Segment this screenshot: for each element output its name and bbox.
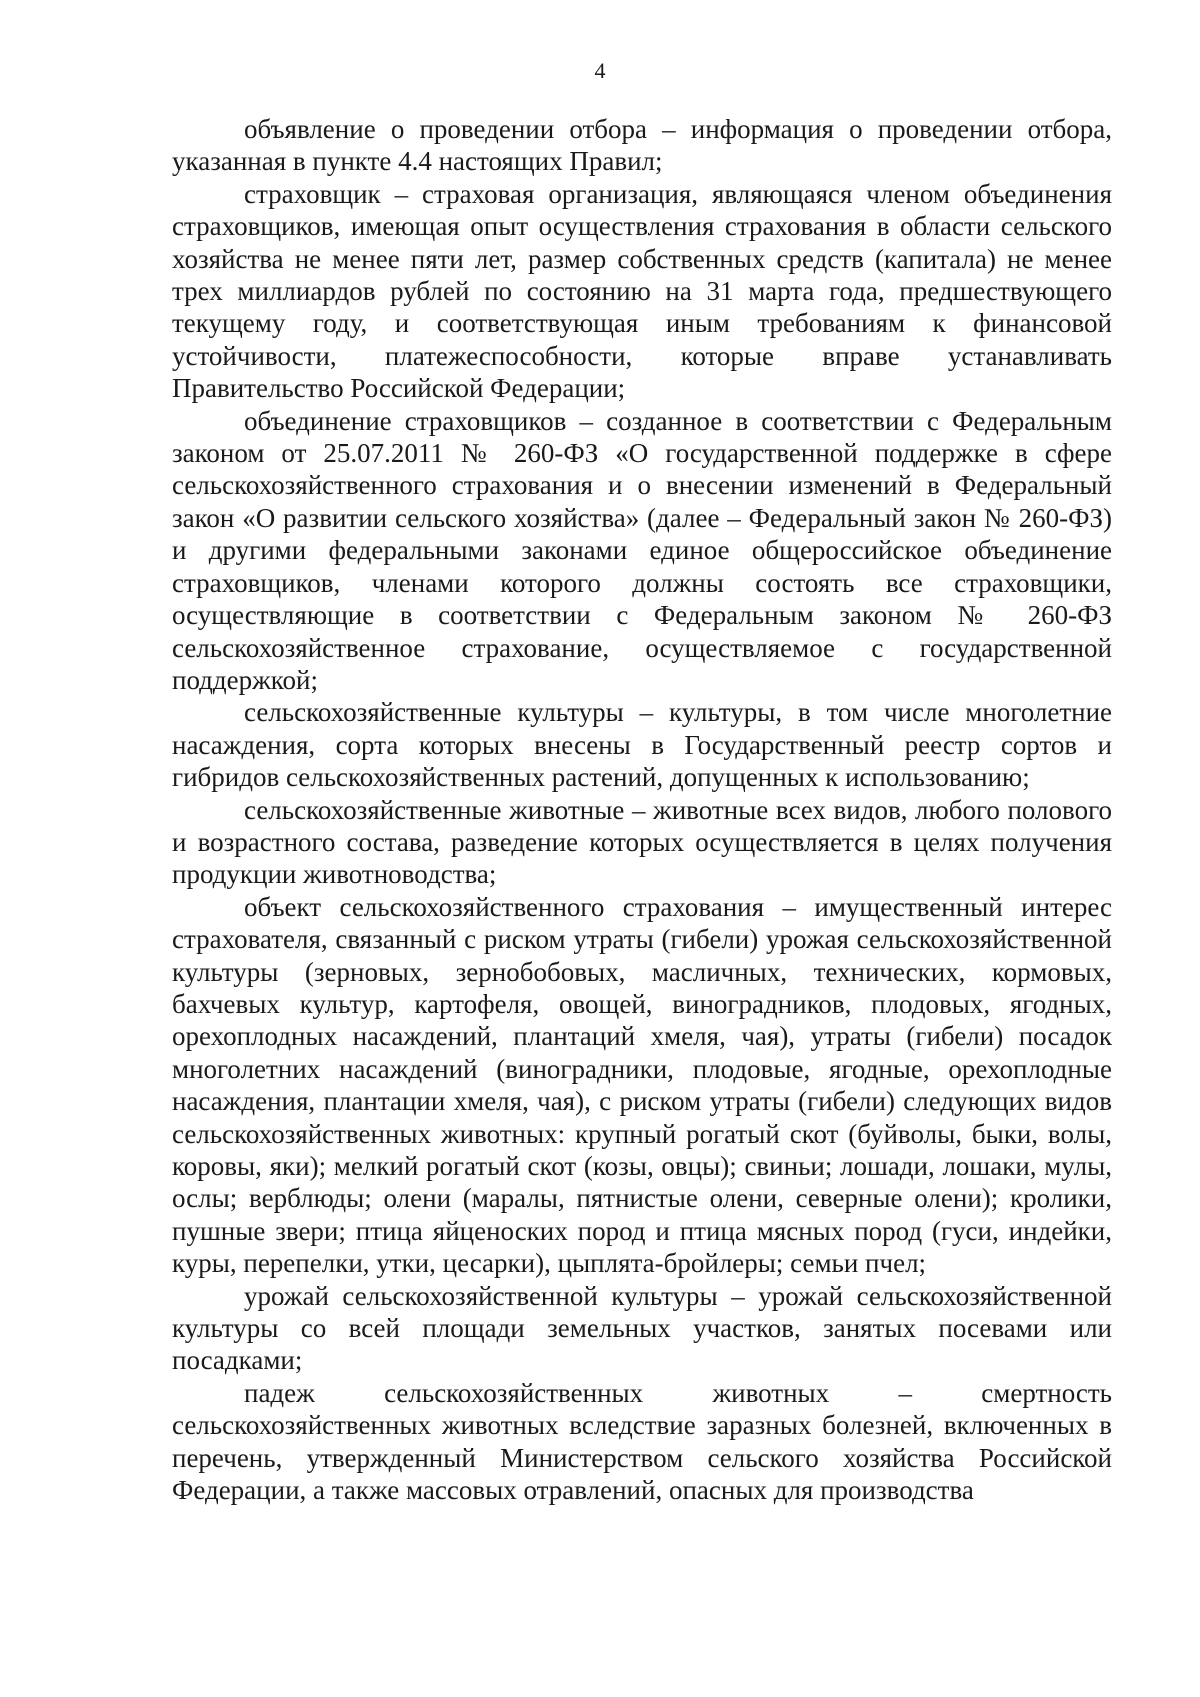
- paragraph-insurer: страховщик – страховая организация, являющаяся членом объединения страховщиков, имеющая опыт осуществления страхования в области сельского хозяйства не менее пяти лет, размер собственных средств (капитала) не менее трех миллиардов рублей по состоянию на 31 марта года, предшествующего текущему году, и соответствующая иным требованиям к финансовой устойчивости, платежеспособности, которые вправе устанавливать Правительство Российской Федерации;: [172, 178, 1112, 404]
- paragraph-agricultural-crops: сельскохозяйственные культуры – культуры, в том числе многолетние насаждения, сорта которых внесены в Государственный реестр сортов и гибридов сельскохозяйственных растений, допущенных к использованию;: [172, 697, 1112, 793]
- paragraph-animal-mortality: падеж сельскохозяйственных животных – смертность сельскохозяйственных животных вследствие заразных болезней, включенных в перечень, утвержденный Министерством сельского хозяйства Российской Федерации, а также массовых отравлений, опасных для производства: [172, 1377, 1112, 1506]
- paragraph-crop-harvest: урожай сельскохозяйственной культуры – урожай сельскохозяйственной культуры со всей площади земельных участков, занятых посевами или посадками;: [172, 1280, 1112, 1376]
- page-number: 4: [594, 58, 606, 83]
- paragraph-farm-animals: сельскохозяйственные животные – животные всех видов, любого полового и возрастного состава, разведение которых осуществляется в целях получения продукции животноводства;: [172, 794, 1112, 890]
- paragraph-selection-announcement: объявление о проведении отбора – информация о проведении отбора, указанная в пункте 4.4 настоящих Правил;: [172, 114, 1112, 177]
- document-body: [172, 113, 1112, 1506]
- paragraph-insurers-association: объединение страховщиков – созданное в соответствии с Федеральным законом от 25.07.2011 № 260-ФЗ «О государственной поддержке в сфере сельскохозяйственного страхования и о внесении изменений в Федеральный закон «О развитии сельского хозяйства» (далее – Федеральный закон № 260-ФЗ) и другими федеральными законами единое общероссийское объединение страховщиков, членами которого должны состоять все страховщики, осуществляющие в соответствии с Федеральным законом № 260-ФЗ сельскохозяйственное страхование, осуществляемое с государственной поддержкой;: [172, 405, 1112, 695]
- paragraph-insurance-object: объект сельскохозяйственного страхования – имущественный интерес страхователя, связанный с риском утраты (гибели) урожая сельскохозяйственной культуры (зерновых, зернобобовых, масличных, технических, кормовых, бахчевых культур, картофеля, овощей, виноградников, плодовых, ягодных, орехоплодных насаждений, плантаций хмеля, чая), утраты (гибели) посадок многолетних насаждений (виноградники, плодовые, ягодные, орехоплодные насаждения, плантации хмеля, чая), с риском утраты (гибели) следующих видов сельскохозяйственных животных: крупный рогатый скот (буйволы, быки, волы, коровы, яки); мелкий рогатый скот (козы, овцы); свиньи; лошади, лошаки, мулы, ослы; верблюды; олени (маралы, пятнистые олени, северные олени); кролики, пушные звери; птица яйценоских пород и птица мясных пород (гуси, индейки, куры, перепелки, утки, цесарки), цыплята-бройлеры; семьи пчел;: [172, 891, 1112, 1279]
